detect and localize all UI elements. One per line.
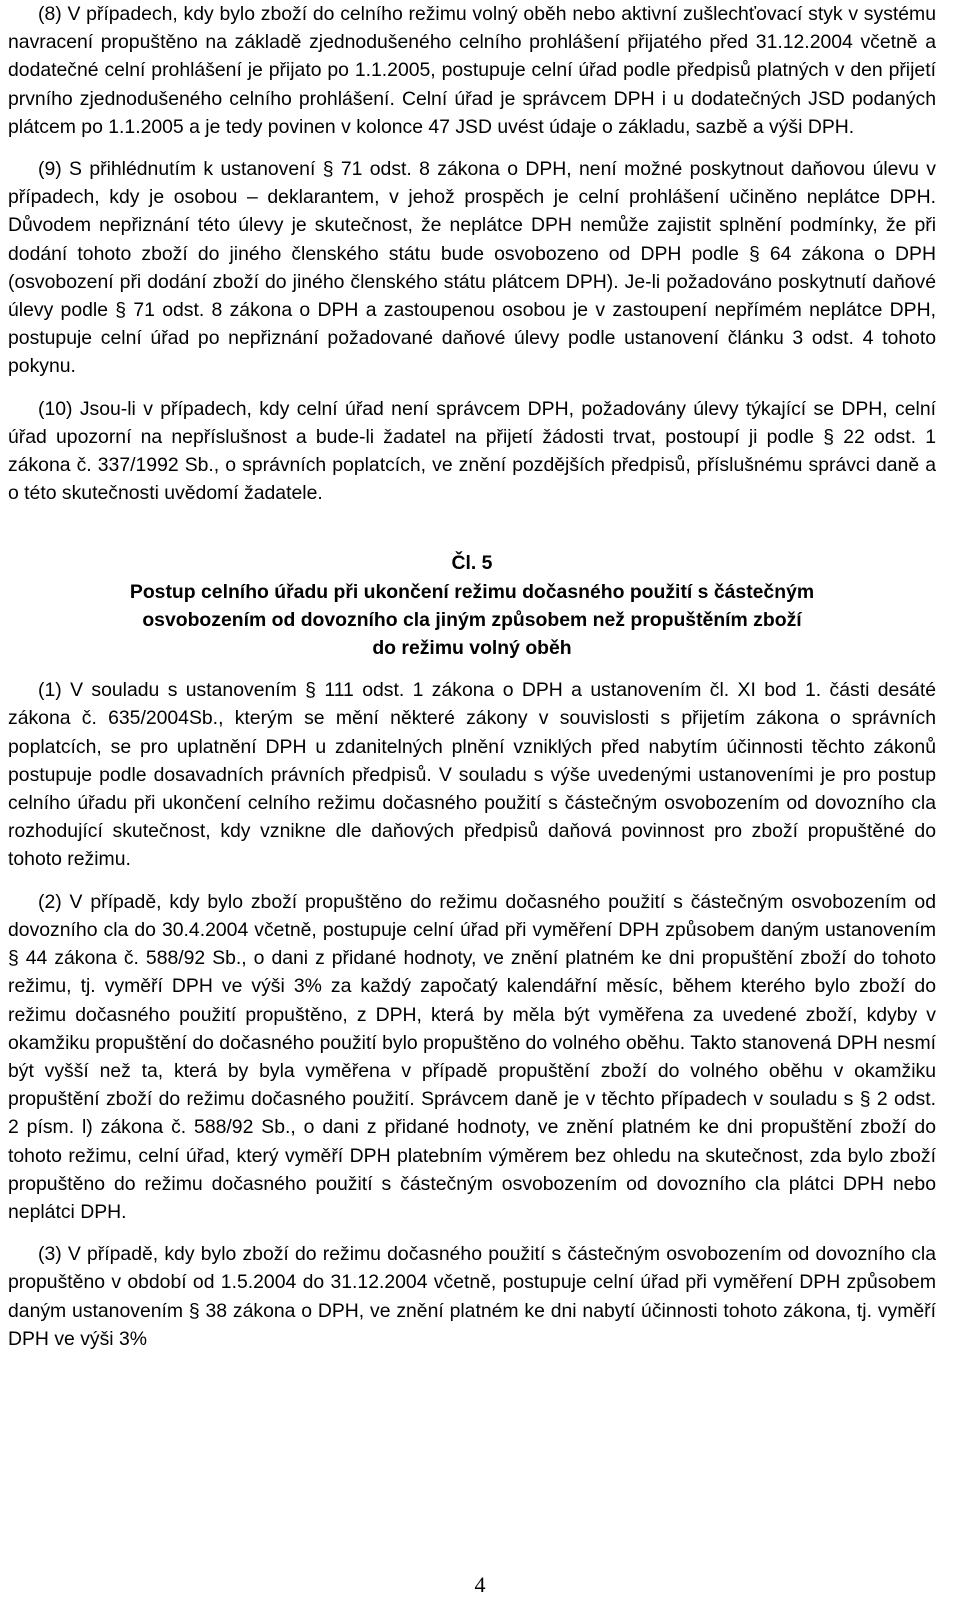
article-title-line-1: Postup celního úřadu při ukončení režimu dočasného použití s částečným	[129, 580, 815, 603]
paragraph-8: (8) V případech, kdy bylo zboží do celního režimu volný oběh nebo aktivní zušlechťovací styk v systému navracení propuštěno na základě zjednodušeného celního prohlášení přijatého před 31.12.2004 včetně a dodatečné celní prohlášení je přijato po 1.1.2005, postupuje celní úřad podle předpisů platných v den přijetí prvního zjednodušeného celního prohlášení. Celní úřad je správcem DPH i u dodatečných JSD podaných plátcem po 1.1.2005 a je tedy povinen v kolonce 47 JSD uvést údaje o základu, sazbě a výši DPH.	[8, 3, 936, 138]
article-paragraph-1: (1) V souladu s ustanovením § 111 odst. 1 zákona o DPH a ustanovením čl. XI bod 1. části desáté zákona č. 635/2004Sb., kterým se mění některé zákony v souvislosti s přijetím zákona o správních poplatcích, se pro uplatnění DPH u zdanitelných plnění vzniklých před nabytím účinnosti těchto zákonů postupuje podle dosavadních právních předpisů. V souladu s výše uvedenými ustanoveními je pro postup celního úřadu při ukončení celního režimu dočasného použití s částečným osvobozením od dovozního cla rozhodující skutečnost, kdy vznikne dle daňových předpisů daňová povinnost pro zboží propuštěné do tohoto režimu.	[8, 679, 936, 871]
paragraph-9: (9) S přihlédnutím k ustanovení § 71 odst. 8 zákona o DPH, není možné poskytnout daňovou úlevu v případech, kdy je osobou – deklarantem, v jehož prospěch je celní prohlášení učiněno neplátce DPH. Důvodem nepřiznání této úlevy je skutečnost, že neplátce DPH nemůže zajistit splnění podmínky, že při dodání tohoto zboží do jiného členského státu bude osvobozeno od DPH podle § 64 zákona o DPH (osvobození při dodání zboží do jiného členského státu plátcem DPH). Je-li požadováno poskytnutí daňové úlevy podle § 71 odst. 8 zákona o DPH a zastoupenou osobou je v zastoupení nepřímém neplátce DPH, postupuje celní úřad po nepřiznání požadované daňové úlevy podle ustanovení článku 3 odst. 4 tohoto pokynu.	[8, 158, 936, 378]
article-title-line-3: do režimu volný oběh	[372, 637, 572, 660]
article-number: Čl. 5	[451, 552, 493, 575]
article-paragraph-3: (3) V případě, kdy bylo zboží do režimu dočasného použití s částečným osvobozením od dovozního cla propuštěno v období od 1.5.2004 do 31.12.2004 včetně, postupuje celní úřad při vyměření DPH způsobem daným ustanovením § 38 zákona o DPH, ve znění platném ke dni nabytí účinnosti tohoto zákona, tj. vyměří DPH ve výši 3%	[8, 1243, 936, 1350]
document-page	[8, 0, 936, 1353]
article-title-line-2: osvobozením od dovozního cla jiným způsobem než propuštěním zboží	[142, 608, 802, 631]
article-title	[8, 578, 936, 663]
page-number: 4	[474, 1572, 486, 1597]
paragraph-10: (10) Jsou-li v případech, kdy celní úřad není správcem DPH, požadovány úlevy týkající se DPH, celní úřad upozorní na nepříslušnost a bude-li žadatel na přijetí žádosti trvat, postoupí ji podle § 22 odst. 1 zákona č. 337/1992 Sb., o správních poplatcích, ve znění pozdějších předpisů, příslušnému správci daně a o této skutečnosti uvědomí žadatele.	[8, 397, 936, 505]
article-paragraph-2: (2) V případě, kdy bylo zboží propuštěno do režimu dočasného použití s částečným osvobozením od dovozního cla do 30.4.2004 včetně, postupuje celní úřad při vyměření DPH způsobem daným ustanovením § 44 zákona č. 588/92 Sb., o dani z přidané hodnoty, ve znění platném ke dni propuštění zboží do tohoto režimu, tj. vyměří DPH ve výši 3% za každý započatý kalendářní měsíc, během kterého bylo zboží do režimu dočasného použití propuštěno, z DPH, která by měla být vyměřena za uvedené zboží, kdyby v okamžiku propuštění do dočasného použití bylo propuštěno do volného oběhu. Takto stanovená DPH nesmí být vyšší než ta, která by byla vyměřena v případě propuštění zboží do volného oběhu v okamžiku propuštění zboží do režimu dočasného použití. Správcem daně je v těchto případech v souladu s § 2 odst. 2 písm. l) zákona č. 588/92 Sb., o dani z přidané hodnoty, ve znění platném ke dni propuštění zboží do tohoto režimu, celní úřad, který vyměří DPH platebním výměrem bez ohledu na skutečnost, zda bylo zboží propuštěno do režimu dočasného použití s částečným osvobozením od dovozního cla plátci DPH nebo neplátci DPH.	[8, 890, 936, 1223]
